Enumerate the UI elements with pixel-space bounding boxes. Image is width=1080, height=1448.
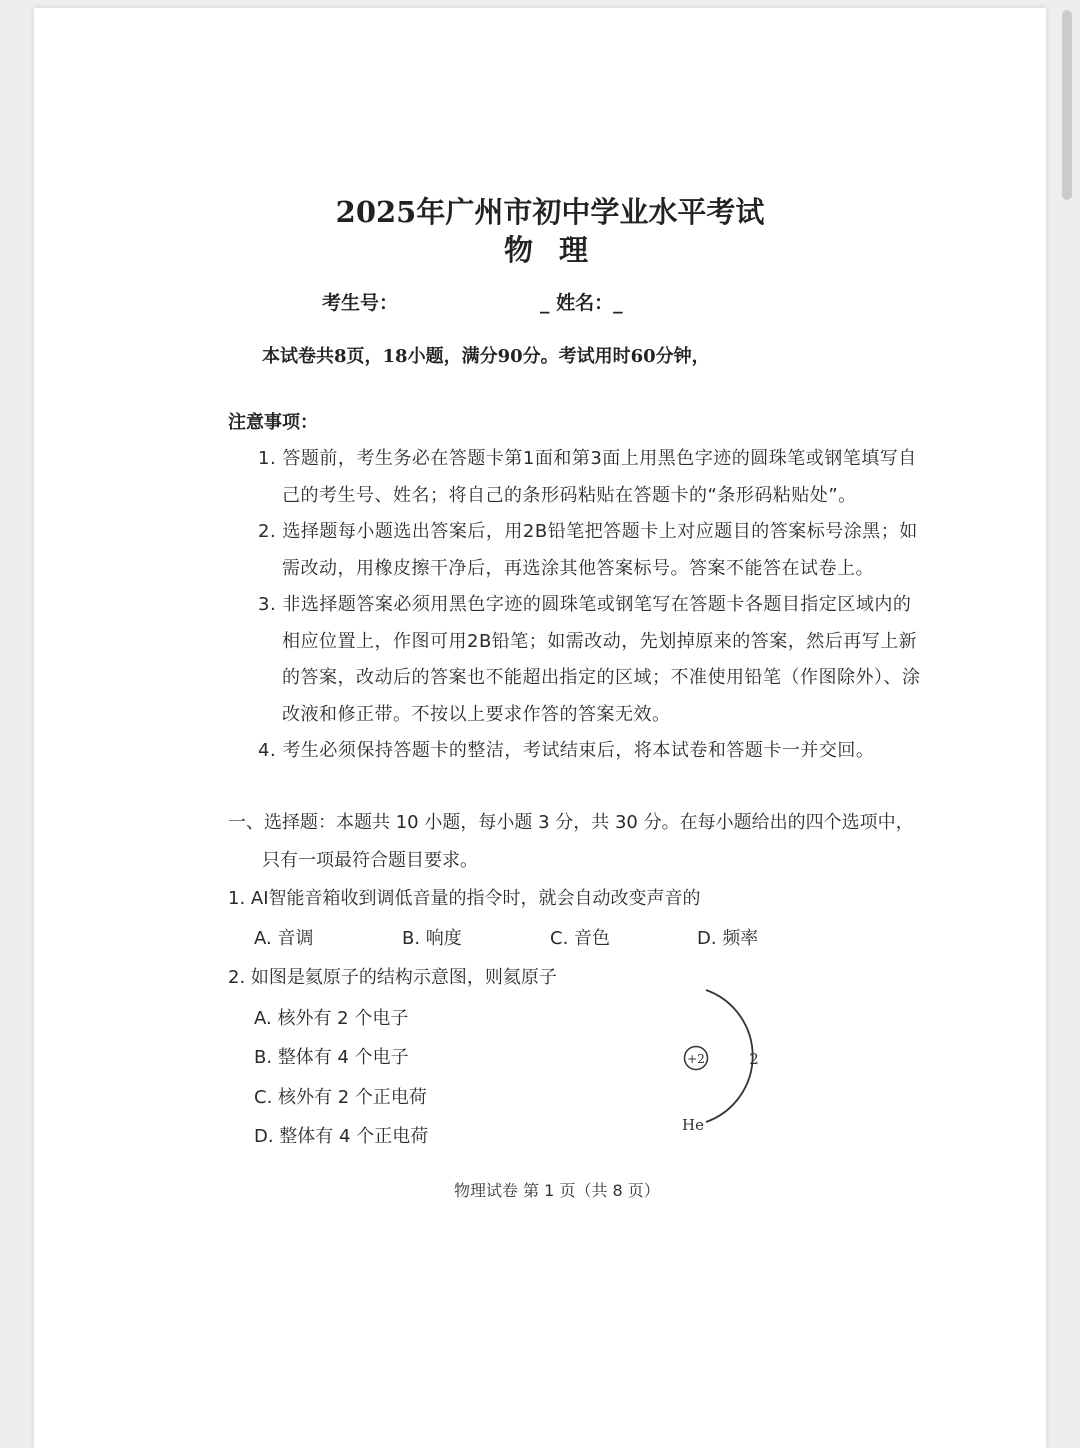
- scrollbar[interactable]: [1062, 10, 1072, 200]
- q2-option-d: D. 整体有 4 个正电荷: [254, 1126, 429, 1147]
- notice-line: 改液和修正带。不按以上要求作答的答案无效。: [282, 704, 671, 725]
- q1-option-a: A. 音调: [254, 928, 314, 949]
- q2-option-b: B. 整体有 4 个电子: [254, 1047, 409, 1068]
- notice-heading: 注意事项：: [228, 412, 318, 433]
- q2-option-a: A. 核外有 2 个电子: [254, 1008, 409, 1029]
- candidate-number-label: 考生号：: [322, 292, 399, 314]
- shell-electron-count: 2: [749, 1050, 759, 1068]
- q1-option-c: C. 音色: [550, 928, 611, 949]
- q1-option-b: B. 响度: [402, 928, 462, 949]
- question-2-stem: 2. 如图是氦原子的结构示意图，则氦原子: [228, 967, 557, 988]
- question-1-stem: 1. AI智能音箱收到调低音量的指令时，就会自动改变声音的: [228, 888, 701, 909]
- nucleus-charge: +2: [687, 1052, 705, 1066]
- notice-line: 3. 非选择题答案必须用黑色字迹的圆珠笔或钢笔写在答题卡各题目指定区域内的: [258, 594, 912, 615]
- notice-line: 需改动，用橡皮擦干净后，再选涂其他答案标号。答案不能答在试卷上。: [282, 558, 874, 579]
- notice-line: 2. 选择题每小题选出答案后，用2B铅笔把答题卡上对应题目的答案标号涂黑；如: [258, 521, 918, 542]
- name-label: _ 姓名：_: [540, 292, 623, 314]
- notice-line: 相应位置上，作图可用2B铅笔；如需改动，先划掉原来的答案，然后再写上新: [282, 631, 918, 652]
- notice-line: 己的考生号、姓名；将自己的条形码粘贴在答题卡的“条形码粘贴处”。: [282, 485, 857, 506]
- page-footer: 物理试卷 第 1 页（共 8 页）: [454, 1181, 660, 1200]
- exam-title: 2025年广州市初中学业水平考试: [335, 195, 765, 229]
- section-heading: 一、选择题：本题共 10 小题，每小题 3 分，共 30 分。在每小题给出的四个选项中，: [228, 812, 914, 833]
- electron-shell-arc: [706, 990, 753, 1122]
- notice-line: 1. 答题前，考生务必在答题卡第1面和第3面上用黑色字迹的圆珠笔或钢笔填写自: [258, 448, 917, 469]
- exam-subject: 物 理: [503, 233, 597, 267]
- section-heading-cont: 只有一项最符合题目要求。: [262, 850, 478, 871]
- notice-line: 的答案，改动后的答案也不能超出指定的区域；不准使用铅笔（作图除外）、涂: [282, 667, 921, 688]
- element-symbol: He: [682, 1116, 704, 1134]
- q1-option-d: D. 频率: [697, 928, 759, 949]
- q2-option-c: C. 核外有 2 个正电荷: [254, 1087, 427, 1108]
- helium-atom-diagram: [660, 980, 780, 1140]
- notice-line: 4. 考生必须保持答题卡的整洁，考试结束后，将本试卷和答题卡一并交回。: [258, 740, 875, 761]
- exam-summary: 本试卷共8页，18小题，满分90分。考试用时60分钟，: [262, 346, 710, 367]
